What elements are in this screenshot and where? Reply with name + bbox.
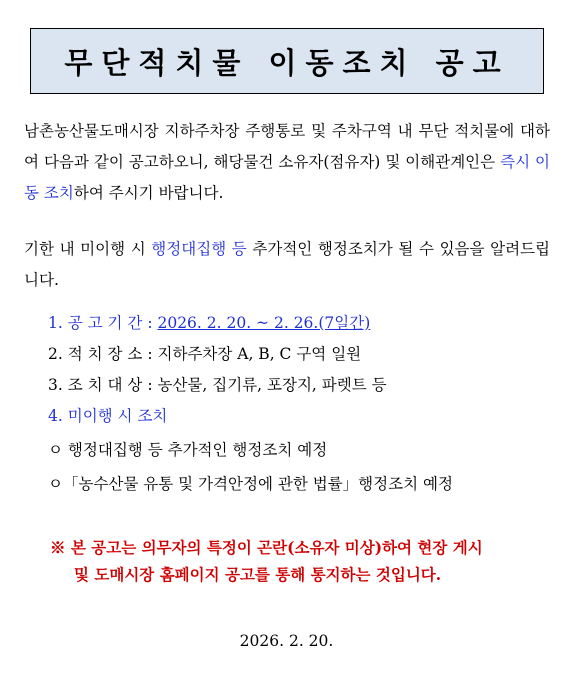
sub-item-1: ㅇ 행정대집행 등 추가적인 행정조치 예정 (48, 441, 328, 459)
noncompliance-sublist (48, 433, 548, 501)
noncompliance-item: 4. 미이행 시 조치 (48, 407, 168, 425)
sub-item-2: ㅇ「농수산물 유통 및 가격안정에 관한 법률」행정조치 예정 (48, 475, 453, 493)
notice-title: 무단적치물 이동조치 공고 (64, 45, 510, 80)
warning-paragraph (24, 234, 550, 296)
warning-text-2: 추가적인 행정조치가 될 수 있음을 알려드립니다. (24, 240, 551, 289)
warning-highlight: 행정대집행 등 (151, 240, 247, 258)
target-item: 3. 조 치 대 상 : 농산물, 집기류, 포장지, 파렛트 등 (48, 376, 387, 394)
notice-remark (50, 534, 550, 588)
details-list (48, 308, 548, 432)
intro-highlight: 즉시 이동 조치 (24, 153, 550, 202)
intro-paragraph (24, 116, 550, 209)
intro-text-2: 하여 주시기 바랍니다. (73, 184, 224, 202)
period-item (48, 308, 548, 339)
warning-text-1: 기한 내 미이행 시 (24, 240, 152, 258)
period-label: 1. 공 고 기 간 : (48, 314, 158, 332)
intro-text-1: 남촌농산물도매시장 지하주차장 주행통로 및 주차구역 내 무단 적치물에 대하여 다음과 같이 공고하오니, 해당물건 소유자(점유자) 및 이해관계인은 (24, 122, 550, 171)
location-item: 2. 적 치 장 소 : 지하주차장 A, B, C 구역 일원 (48, 345, 362, 363)
notice-line-2: 및 도매시장 홈페이지 공고를 통해 통지하는 것입니다. (74, 565, 442, 584)
notice-line-1: ※ 본 공고는 의무자의 특정이 곤란(소유자 미상)하여 현장 게시 (50, 538, 483, 557)
title-banner (30, 28, 544, 94)
period-value: 2026. 2. 20. ~ 2. 26.(7일간) (157, 314, 371, 332)
notice-date: 2026. 2. 20. (239, 632, 334, 650)
